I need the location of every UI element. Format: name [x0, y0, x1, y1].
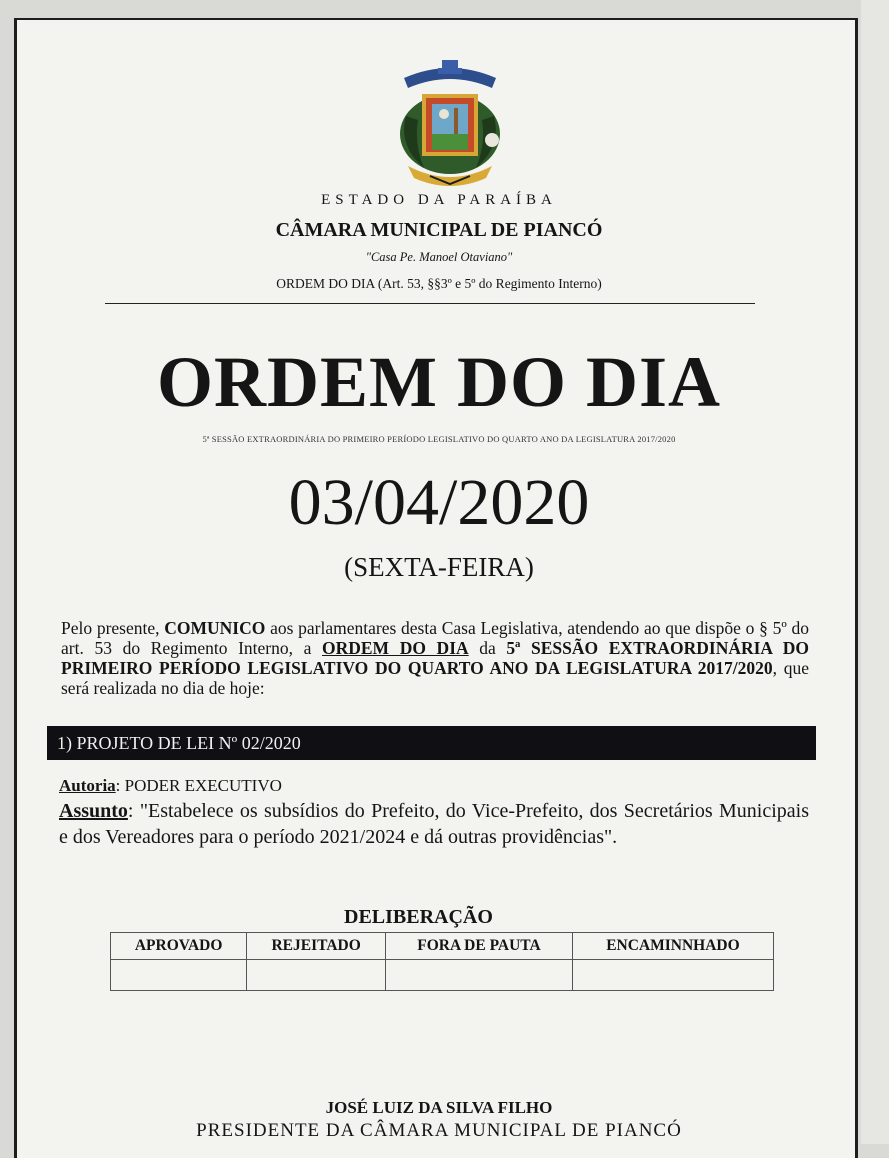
- table-cell: [111, 960, 247, 991]
- column-encaminhado: ENCAMINNHADO: [572, 933, 773, 960]
- notice-text: aos parlamentares desta Casa Legislativa, atendendo ao que dispõe o § 5º do art. 53 do Regimento Interno, a: [61, 618, 809, 658]
- state-heading: ESTADO DA PARAÍBA: [321, 192, 557, 208]
- notice-agenda-link: ORDEM DO DIA: [322, 638, 469, 658]
- deliberation-title: DELIBERAÇÃO: [344, 906, 493, 928]
- table-cell: [247, 960, 386, 991]
- table-row: [111, 960, 774, 991]
- signatory-name: JOSÉ LUIZ DA SILVA FILHO: [325, 1098, 553, 1117]
- municipal-crest-icon: [394, 56, 506, 190]
- document-page: [14, 18, 858, 1158]
- notice-emphasis: COMUNICO: [164, 618, 266, 638]
- agenda-item-heading: 1) PROJETO DE LEI Nº 02/2020: [47, 726, 816, 760]
- column-aprovado: APROVADO: [111, 933, 247, 960]
- notice-text: , que será realizada no dia de hoje:: [61, 658, 809, 698]
- background-strip: [861, 0, 889, 1144]
- authorship-line: [59, 776, 282, 796]
- column-rejeitado: REJEITADO: [247, 933, 386, 960]
- legal-reference: ORDEM DO DIA (Art. 53, §§3º e 5º do Regimento Interno): [276, 276, 602, 291]
- page-title: ORDEM DO DIA: [157, 342, 721, 422]
- subject-value: : "Estabelece os subsídios do Prefeito, do Vice-Prefeito, dos Secretários Municipais e dos Vereadores para o período 2021/2024 e dá outras providências".: [59, 800, 809, 848]
- notice-text: da: [468, 638, 507, 658]
- authorship-label: Autoria: [59, 776, 116, 795]
- divider: [105, 303, 755, 304]
- session-weekday: (SEXTA-FEIRA): [344, 552, 534, 582]
- subject-label: Assunto: [59, 800, 128, 822]
- session-date: 03/04/2020: [288, 466, 590, 539]
- authorship-value: : PODER EXECUTIVO: [115, 776, 282, 795]
- subject-line: [59, 798, 809, 850]
- notice-text: Pelo presente,: [61, 618, 165, 638]
- column-fora-de-pauta: FORA DE PAUTA: [386, 933, 573, 960]
- table-cell: [386, 960, 573, 991]
- deliberation-table: [110, 932, 774, 991]
- notice-paragraph: [61, 618, 809, 698]
- chamber-heading: CÂMARA MUNICIPAL DE PIANCÓ: [275, 219, 603, 241]
- notice-session: 5ª SESSÃO EXTRAORDINÁRIA DO PRIMEIRO PERÍODO LEGISLATIVO DO QUARTO ANO DA LEGISLATURA 2017/2020: [61, 638, 809, 678]
- signatory-role: PRESIDENTE DA CÂMARA MUNICIPAL DE PIANCÓ: [196, 1120, 682, 1141]
- table-header-row: [111, 933, 774, 960]
- session-subtitle: 5ª SESSÃO EXTRAORDINÁRIA DO PRIMEIRO PERÍODO LEGISLATIVO DO QUARTO ANO DA LEGISLATURA 2017/2020: [202, 434, 676, 444]
- house-name: "Casa Pe. Manoel Otaviano": [365, 250, 513, 264]
- table-cell: [572, 960, 773, 991]
